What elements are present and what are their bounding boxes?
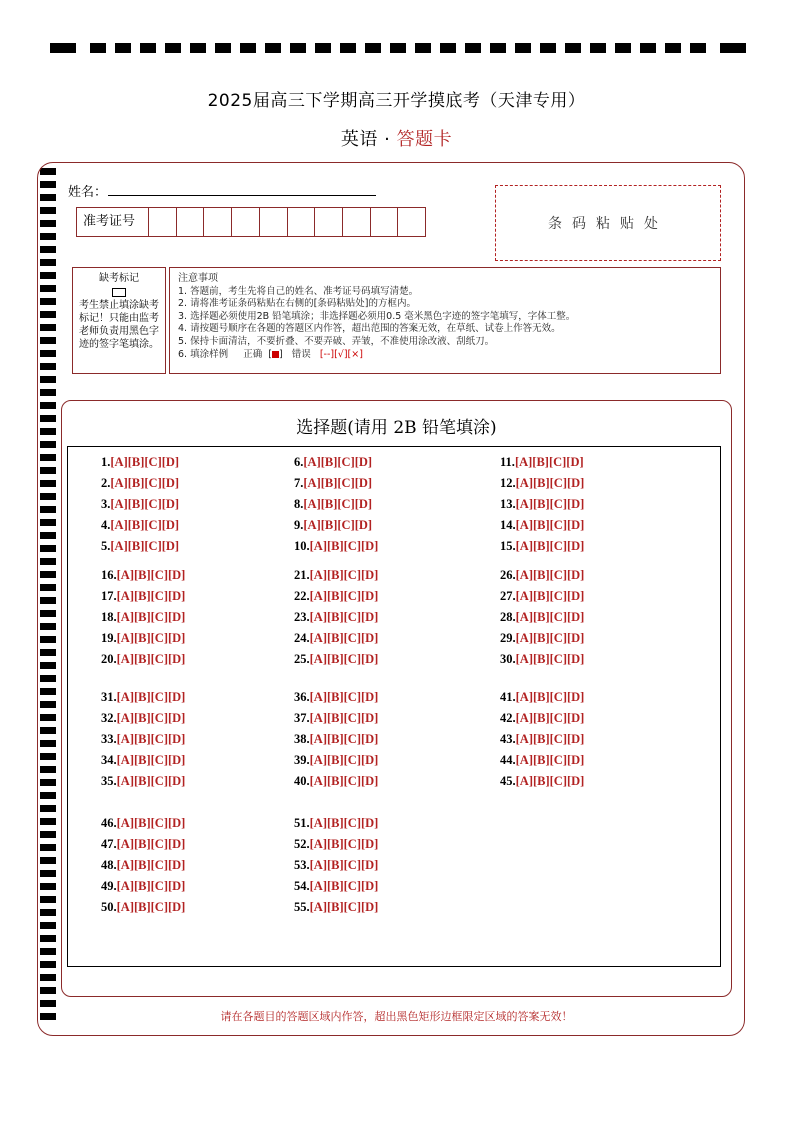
timing-mark bbox=[565, 43, 581, 53]
question-number: 12. bbox=[500, 476, 516, 490]
question-22 bbox=[294, 589, 378, 604]
question-41 bbox=[500, 690, 584, 705]
exam-id-cell[interactable] bbox=[260, 208, 288, 236]
question-number: 41. bbox=[500, 690, 516, 704]
question-number: 7. bbox=[294, 476, 304, 490]
question-number: 34. bbox=[101, 753, 117, 767]
question-number: 17. bbox=[101, 589, 117, 603]
answer-options[interactable]: [A][B][C][D] bbox=[515, 476, 585, 490]
answer-options[interactable]: [A][B][C][D] bbox=[515, 518, 585, 532]
question-number: 39. bbox=[294, 753, 310, 767]
notice-title: 注意事项 bbox=[178, 273, 218, 284]
answer-options[interactable]: [A][B][C][D] bbox=[515, 732, 585, 746]
answer-options[interactable]: [A][B][C][D] bbox=[515, 610, 585, 624]
question-number: 50. bbox=[101, 900, 117, 914]
timing-mark bbox=[240, 43, 256, 53]
timing-mark bbox=[465, 43, 481, 53]
question-55 bbox=[294, 900, 378, 915]
timing-mark bbox=[365, 43, 381, 53]
answer-options[interactable]: [A][B][C][D] bbox=[515, 589, 585, 603]
answer-options[interactable]: [A][B][C][D] bbox=[309, 900, 379, 914]
question-number: 42. bbox=[500, 711, 516, 725]
answer-options[interactable]: [A][B][C][D] bbox=[515, 652, 585, 666]
notice-item: 4. 请按题号顺序在各题的答题区内作答，超出范围的答案无效，在草纸、试卷上作答无效。 bbox=[178, 323, 561, 335]
wrong-fill-samples: [--][√][×] bbox=[319, 348, 363, 360]
answer-options[interactable]: [A][B][C][D] bbox=[110, 455, 180, 469]
answer-options[interactable]: [A][B][C][D] bbox=[116, 568, 186, 582]
answer-options[interactable]: [A][B][C][D] bbox=[116, 837, 186, 851]
answer-options[interactable]: [A][B][C][D] bbox=[309, 610, 379, 624]
notice-item: 2. 请将准考证条码粘贴在右侧的[条码粘贴处]的方框内。 bbox=[178, 298, 416, 310]
question-10 bbox=[294, 539, 378, 554]
question-number: 44. bbox=[500, 753, 516, 767]
question-46 bbox=[101, 816, 185, 831]
question-number: 13. bbox=[500, 497, 516, 511]
question-4 bbox=[101, 518, 179, 533]
question-number: 20. bbox=[101, 652, 117, 666]
question-29 bbox=[500, 631, 584, 646]
timing-mark bbox=[590, 43, 606, 53]
barcode-area: 条码粘贴处 bbox=[495, 185, 721, 261]
answer-options[interactable]: [A][B][C][D] bbox=[309, 568, 379, 582]
question-number: 31. bbox=[101, 690, 117, 704]
question-28 bbox=[500, 610, 584, 625]
question-number: 49. bbox=[101, 879, 117, 893]
question-number: 19. bbox=[101, 631, 117, 645]
question-44 bbox=[500, 753, 584, 768]
answer-options[interactable]: [A][B][C][D] bbox=[116, 610, 186, 624]
answer-options[interactable]: [A][B][C][D] bbox=[116, 652, 186, 666]
answer-options[interactable]: [A][B][C][D] bbox=[116, 816, 186, 830]
question-34 bbox=[101, 753, 185, 768]
answer-options[interactable]: [A][B][C][D] bbox=[515, 753, 585, 767]
question-21 bbox=[294, 568, 378, 583]
page-title: 2025届高三下学期高三开学摸底考（天津专用） bbox=[207, 91, 586, 111]
question-number: 35. bbox=[101, 774, 117, 788]
question-1 bbox=[101, 455, 179, 470]
question-number: 11. bbox=[500, 455, 515, 469]
question-number: 1. bbox=[101, 455, 111, 469]
exam-id-cell[interactable] bbox=[232, 208, 260, 236]
question-6 bbox=[294, 455, 372, 470]
answer-options[interactable]: [A][B][C][D] bbox=[309, 879, 379, 893]
question-number: 54. bbox=[294, 879, 310, 893]
question-9 bbox=[294, 518, 372, 533]
correct-label: 正确 bbox=[243, 348, 263, 360]
timing-mark bbox=[390, 43, 406, 53]
answer-options[interactable]: [A][B][C][D] bbox=[309, 711, 379, 725]
timing-mark bbox=[290, 43, 306, 53]
question-51 bbox=[294, 816, 378, 831]
question-37 bbox=[294, 711, 378, 726]
answer-options[interactable]: [A][B][C][D] bbox=[116, 774, 186, 788]
question-15 bbox=[500, 539, 584, 554]
timing-mark bbox=[690, 43, 706, 53]
answer-options[interactable]: [A][B][C][D] bbox=[303, 497, 373, 511]
question-number: 33. bbox=[101, 732, 117, 746]
question-number: 51. bbox=[294, 816, 310, 830]
question-number: 3. bbox=[101, 497, 111, 511]
answer-options[interactable]: [A][B][C][D] bbox=[309, 858, 379, 872]
answer-options[interactable]: [A][B][C][D] bbox=[110, 518, 180, 532]
absent-mark-box bbox=[72, 267, 166, 374]
question-13 bbox=[500, 497, 584, 512]
question-42 bbox=[500, 711, 584, 726]
question-45 bbox=[500, 774, 584, 789]
question-54 bbox=[294, 879, 378, 894]
question-53 bbox=[294, 858, 378, 873]
question-49 bbox=[101, 879, 185, 894]
timing-mark bbox=[720, 43, 746, 53]
question-number: 52. bbox=[294, 837, 310, 851]
exam-id-box bbox=[76, 207, 426, 237]
fill-example: 6. 填涂样例 正确 [ ] 错误 [--][√][×] bbox=[178, 348, 363, 360]
question-12 bbox=[500, 476, 584, 491]
question-24 bbox=[294, 631, 378, 646]
answer-options[interactable]: [A][B][C][D] bbox=[515, 497, 585, 511]
timing-mark bbox=[315, 43, 331, 53]
question-47 bbox=[101, 837, 185, 852]
exam-id-cell[interactable] bbox=[398, 208, 425, 236]
timing-mark bbox=[215, 43, 231, 53]
question-43 bbox=[500, 732, 584, 747]
exam-id-cell[interactable] bbox=[204, 208, 232, 236]
timing-mark bbox=[490, 43, 506, 53]
answer-options[interactable]: [A][B][C][D] bbox=[515, 631, 585, 645]
timing-mark bbox=[665, 43, 681, 53]
timing-mark bbox=[340, 43, 356, 53]
question-48 bbox=[101, 858, 185, 873]
question-number: 18. bbox=[101, 610, 117, 624]
question-number: 6. bbox=[294, 455, 304, 469]
timing-mark bbox=[540, 43, 556, 53]
question-number: 25. bbox=[294, 652, 310, 666]
absent-mark-title: 缺考标记 bbox=[99, 273, 139, 284]
answer-options[interactable]: [A][B][C][D] bbox=[110, 497, 180, 511]
question-number: 10. bbox=[294, 539, 310, 553]
absent-mark-note: 考生禁止填涂缺考标记！只能由监考老师负责用黑色字迹的签字笔填涂。 bbox=[79, 300, 159, 350]
question-number: 47. bbox=[101, 837, 117, 851]
question-17 bbox=[101, 589, 185, 604]
question-19 bbox=[101, 631, 185, 646]
answer-options[interactable]: [A][B][C][D] bbox=[309, 652, 379, 666]
question-number: 37. bbox=[294, 711, 310, 725]
question-5 bbox=[101, 539, 179, 554]
timing-mark bbox=[615, 43, 631, 53]
answer-options[interactable]: [A][B][C][D] bbox=[309, 774, 379, 788]
notice-item: 5. 保持卡面清洁，不要折叠、不要弄破、弄皱，不准使用涂改液、刮纸刀。 bbox=[178, 335, 495, 347]
question-number: 22. bbox=[294, 589, 310, 603]
question-number: 2. bbox=[101, 476, 111, 490]
timing-mark bbox=[265, 43, 281, 53]
exam-id-label: 准考证号 bbox=[77, 208, 149, 236]
answer-options[interactable]: [A][B][C][D] bbox=[116, 732, 186, 746]
answer-options[interactable]: [A][B][C][D] bbox=[309, 631, 379, 645]
question-number: 27. bbox=[500, 589, 516, 603]
question-number: 16. bbox=[101, 568, 117, 582]
choice-section-title: 选择题(请用 2B 铅笔填涂) bbox=[296, 418, 497, 438]
question-number: 32. bbox=[101, 711, 117, 725]
question-number: 43. bbox=[500, 732, 516, 746]
answer-options[interactable]: [A][B][C][D] bbox=[116, 589, 186, 603]
answer-options[interactable]: [A][B][C][D] bbox=[309, 539, 379, 553]
question-18 bbox=[101, 610, 185, 625]
question-number: 8. bbox=[294, 497, 304, 511]
answer-options[interactable]: [A][B][C][D] bbox=[110, 539, 180, 553]
answer-options[interactable]: [A][B][C][D] bbox=[116, 900, 186, 914]
question-39 bbox=[294, 753, 378, 768]
answer-options[interactable]: [A][B][C][D] bbox=[309, 837, 379, 851]
question-2 bbox=[101, 476, 179, 491]
question-number: 24. bbox=[294, 631, 310, 645]
exam-id-cell[interactable] bbox=[177, 208, 205, 236]
question-8 bbox=[294, 497, 372, 512]
timing-mark bbox=[415, 43, 431, 53]
wrong-label: 错误 bbox=[291, 348, 311, 360]
question-50 bbox=[101, 900, 185, 915]
correct-fill-sample bbox=[272, 351, 279, 358]
question-number: 29. bbox=[500, 631, 516, 645]
fill-example-label: 6. 填涂样例 bbox=[178, 348, 229, 360]
footer-note: 请在各题目的答题区域内作答，超出黑色矩形边框限定区域的答案无效！ bbox=[220, 1010, 573, 1023]
answer-options[interactable]: [A][B][C][D] bbox=[309, 753, 379, 767]
notice-box bbox=[169, 267, 721, 374]
exam-id-cell[interactable] bbox=[371, 208, 399, 236]
answer-options[interactable]: [A][B][C][D] bbox=[515, 690, 585, 704]
question-38 bbox=[294, 732, 378, 747]
answer-options[interactable]: [A][B][C][D] bbox=[309, 589, 379, 603]
question-number: 23. bbox=[294, 610, 310, 624]
answer-options[interactable]: [A][B][C][D] bbox=[303, 518, 373, 532]
timing-mark bbox=[115, 43, 131, 53]
question-3 bbox=[101, 497, 179, 512]
timing-mark bbox=[50, 43, 76, 53]
notice-item: 1. 答题前，考生先将自己的姓名、准考证号码填写清楚。 bbox=[178, 285, 419, 297]
question-number: 15. bbox=[500, 539, 516, 553]
answer-options[interactable]: [A][B][C][D] bbox=[116, 631, 186, 645]
question-26 bbox=[500, 568, 584, 583]
answer-options[interactable]: [A][B][C][D] bbox=[515, 774, 585, 788]
name-field[interactable] bbox=[108, 195, 376, 196]
timing-mark bbox=[640, 43, 656, 53]
question-11 bbox=[500, 455, 584, 470]
question-20 bbox=[101, 652, 185, 667]
question-31 bbox=[101, 690, 185, 705]
question-number: 38. bbox=[294, 732, 310, 746]
question-33 bbox=[101, 732, 185, 747]
timing-mark bbox=[440, 43, 456, 53]
answer-options[interactable]: [A][B][C][D] bbox=[309, 816, 379, 830]
title-separator: · bbox=[377, 129, 397, 150]
answer-options[interactable]: [A][B][C][D] bbox=[514, 455, 584, 469]
answer-options[interactable]: [A][B][C][D] bbox=[515, 568, 585, 582]
question-25 bbox=[294, 652, 378, 667]
answer-options[interactable]: [A][B][C][D] bbox=[515, 539, 585, 553]
question-number: 4. bbox=[101, 518, 111, 532]
timing-marks-top bbox=[50, 43, 746, 56]
question-35 bbox=[101, 774, 185, 789]
answer-options[interactable]: [A][B][C][D] bbox=[116, 690, 186, 704]
exam-id-cell[interactable] bbox=[343, 208, 371, 236]
absent-mark-checkbox[interactable] bbox=[112, 288, 126, 297]
answer-options[interactable]: [A][B][C][D] bbox=[116, 858, 186, 872]
answer-options[interactable]: [A][B][C][D] bbox=[515, 711, 585, 725]
name-label: 姓名： bbox=[68, 185, 108, 200]
question-52 bbox=[294, 837, 378, 852]
timing-mark bbox=[90, 43, 106, 53]
question-number: 30. bbox=[500, 652, 516, 666]
exam-id-cell[interactable] bbox=[288, 208, 316, 236]
question-number: 14. bbox=[500, 518, 516, 532]
question-number: 53. bbox=[294, 858, 310, 872]
timing-mark bbox=[165, 43, 181, 53]
question-number: 26. bbox=[500, 568, 516, 582]
question-number: 48. bbox=[101, 858, 117, 872]
answer-options[interactable]: [A][B][C][D] bbox=[110, 476, 180, 490]
question-14 bbox=[500, 518, 584, 533]
timing-mark bbox=[140, 43, 156, 53]
exam-id-cell[interactable] bbox=[149, 208, 177, 236]
exam-id-cell[interactable] bbox=[315, 208, 343, 236]
question-23 bbox=[294, 610, 378, 625]
subject-label: 英语 bbox=[340, 129, 378, 150]
answer-options[interactable]: [A][B][C][D] bbox=[303, 476, 373, 490]
answer-options[interactable]: [A][B][C][D] bbox=[116, 753, 186, 767]
question-40 bbox=[294, 774, 378, 789]
question-number: 9. bbox=[294, 518, 304, 532]
question-7 bbox=[294, 476, 372, 491]
question-27 bbox=[500, 589, 584, 604]
question-36 bbox=[294, 690, 378, 705]
question-number: 5. bbox=[101, 539, 111, 553]
question-30 bbox=[500, 652, 584, 667]
card-subtitle bbox=[0, 125, 793, 151]
answer-options[interactable]: [A][B][C][D] bbox=[116, 879, 186, 893]
question-number: 36. bbox=[294, 690, 310, 704]
answer-options[interactable]: [A][B][C][D] bbox=[303, 455, 373, 469]
question-number: 45. bbox=[500, 774, 516, 788]
card-name-label: 答题卡 bbox=[396, 129, 453, 150]
question-number: 21. bbox=[294, 568, 310, 582]
question-number: 46. bbox=[101, 816, 117, 830]
question-number: 28. bbox=[500, 610, 516, 624]
notice-item: 3. 选择题必须使用2B 铅笔填涂；非选择题必须用0.5 毫米黑色字迹的签字笔填写，字体工整。 bbox=[178, 310, 576, 322]
timing-mark bbox=[190, 43, 206, 53]
answer-options[interactable]: [A][B][C][D] bbox=[309, 732, 379, 746]
timing-mark bbox=[515, 43, 531, 53]
question-16 bbox=[101, 568, 185, 583]
question-number: 40. bbox=[294, 774, 310, 788]
answer-options[interactable]: [A][B][C][D] bbox=[116, 711, 186, 725]
question-32 bbox=[101, 711, 185, 726]
question-number: 55. bbox=[294, 900, 310, 914]
answer-options[interactable]: [A][B][C][D] bbox=[309, 690, 379, 704]
